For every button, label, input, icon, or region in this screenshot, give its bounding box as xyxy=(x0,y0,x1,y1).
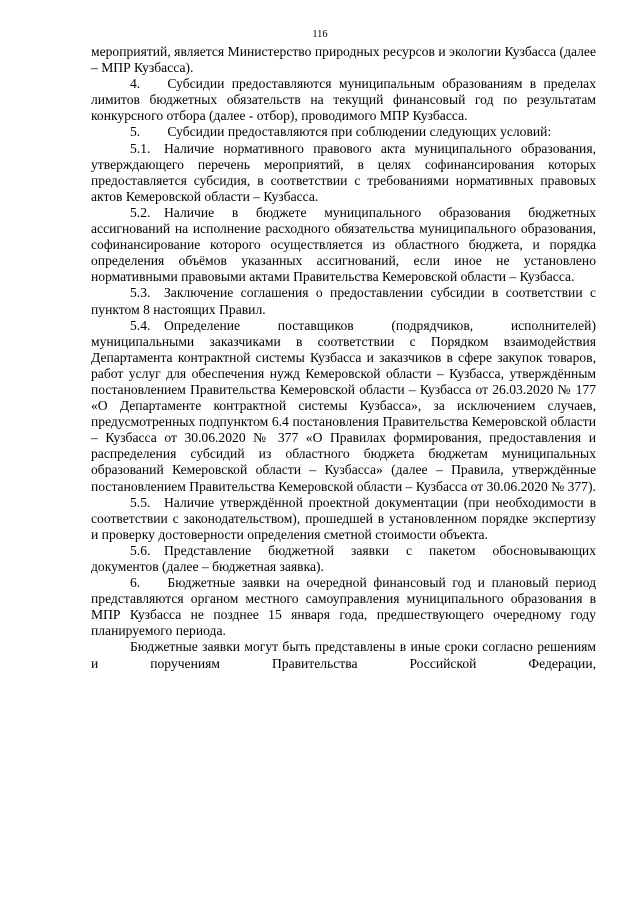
paragraph-item-5: 5. Субсидии предоставляются при соблюдении следующих условий: xyxy=(130,124,552,140)
document-body xyxy=(91,44,596,672)
paragraph-item-5-4: 5.4. Определение поставщиков (подрядчиков, исполнителей) муниципальными заказчиками в соответствии с Порядком взаимодействия Департамента контрактной системы Кузбасса и заказчиков в сфере закупок товаров, работ услуг для обеспечения нужд Кемеровской области – Кузбасса, утверждённым постановлением Правительства Кемеровской области – Кузбасса от 26.03.2020 № 177 «О Департаменте контрактной системы Кузбасса», за исключением случаев, предусмотренных подпунктом 6.4 постановления Правительства Кемеровской области – Кузбасса от 30.06.2020 № 377 «О Правилах формирования, предоставления и распределения субсидий из областного бюджета бюджетам муниципальных образований Кемеровской области – Кузбасса» (далее – Правила, утверждённые постановлением Правительства Кемеровской области – Кузбасса от 30.06.2020 № 377). xyxy=(91,317,596,494)
paragraph-item-6-continued: Бюджетные заявки могут быть представлены в иные сроки согласно решениям и поручениям Правительства Российской Федерации, xyxy=(91,639,596,671)
paragraph-item-5-1: 5.1. Наличие нормативного правового акта муниципального образования, утверждающего перечень мероприятий, в целях софинансирования которых предоставляется субсидия, в соответствии с требованиями нормативных правовых актов Кемеровской области – Кузбасса. xyxy=(91,140,596,204)
paragraph-item-4: 4. Субсидии предоставляются муниципальным образованиям в пределах лимитов бюджетных обязательств на текущий финансовый год по результатам конкурсного отбора (далее - отбор), проводимого МПР Кузбасса. xyxy=(91,76,596,124)
paragraph-item-5-3: 5.3. Заключение соглашения о предоставлении субсидии в соответствии с пунктом 8 настоящих Правил. xyxy=(91,285,596,317)
paragraph-item-5-5: 5.5. Наличие утверждённой проектной документации (при необходимости в соответствии с законодательством), прошедшей в установленном порядке экспертизу и проверку достоверности определения сметной стоимости объекта. xyxy=(91,494,596,542)
page-number: 116 xyxy=(312,29,328,40)
paragraph-item-6: 6. Бюджетные заявки на очередной финансовый год и плановый период представляются органом местного самоуправления муниципального образования в МПР Кузбасса не позднее 15 января года, предшествующего очередному году планируемого периода. xyxy=(91,575,596,639)
paragraph-continuation: мероприятий, является Министерство природных ресурсов и экологии Кузбасса (далее – МПР Кузбасса). xyxy=(91,44,596,76)
paragraph-item-5-6: 5.6. Представление бюджетной заявки с пакетом обосновывающих документов (далее – бюджетная заявка). xyxy=(91,542,596,574)
paragraph-item-5-2: 5.2. Наличие в бюджете муниципального образования бюджетных ассигнований на исполнение расходного обязательства муниципального образования, софинансирование которого осуществляется из областного бюджета, и порядка определения объёмов указанных ассигнований, если иное не установлено нормативными правовыми актами Правительства Кемеровской области – Кузбасса. xyxy=(91,204,596,285)
